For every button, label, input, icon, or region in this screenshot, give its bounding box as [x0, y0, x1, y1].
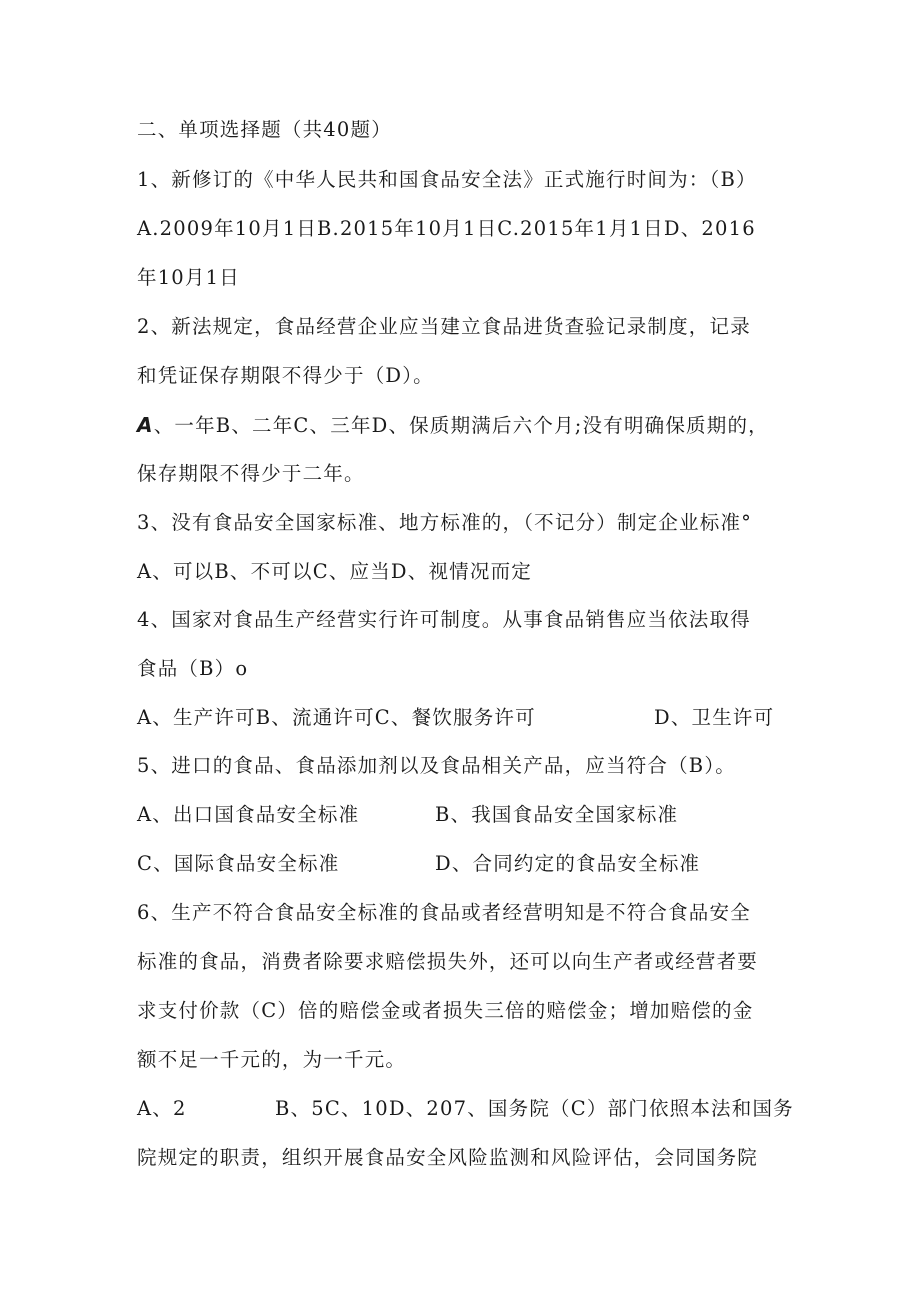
question-5-option-c: C、国际食品安全标准 — [137, 852, 340, 875]
question-6-options — [137, 1095, 797, 1123]
question-5-options-row2 — [137, 850, 797, 878]
question-6-stem-cont-1: 标准的食品，消费者除要求赔偿损失外，还可以向生产者或经营者要 — [137, 950, 759, 973]
question-5-options-row1 — [137, 801, 797, 829]
question-2-options-text: 、一年B、二年C、三年D、保质期满后六个月;没有明确保质期的， — [153, 414, 769, 437]
question-5-option-d: D、合同约定的食品安全标准 — [435, 852, 701, 875]
question-7-stem-cont: 院规定的职责，组织开展食品安全风险监测和风险评估，会同国务院 — [137, 1146, 759, 1169]
question-2-option-a-mark: A — [137, 413, 154, 437]
question-4-options — [137, 704, 797, 732]
question-2-options — [137, 411, 797, 439]
question-1-options: A.2009年10月1日B.2015年10月1日C.2015年1月1日D、2016 — [137, 217, 756, 240]
question-2-stem-cont: 和凭证保存期限不得少于（D）。 — [137, 364, 434, 387]
question-6-stem-cont-3: 额不足一千元的，为一千元。 — [137, 1048, 407, 1071]
section-title: 二、单项选择题（共40题） — [137, 118, 392, 141]
question-6-stem-cont-2: 求支付价款（C）倍的赔偿金或者损失三倍的赔偿金；增加赔偿的金 — [137, 999, 754, 1022]
question-2-options-cont: 保存期限不得少于二年。 — [137, 462, 365, 485]
question-5-option-b: B、我国食品安全国家标准 — [435, 803, 679, 826]
question-3-options: A、可以B、不可以C、应当D、视情况而定 — [137, 560, 532, 583]
question-4-options-left: A、生产许可B、流通许可C、餐饮服务许可 — [137, 706, 536, 729]
question-5-stem: 5、进口的食品、食品添加剂以及食品相关产品，应当符合（B）。 — [137, 754, 736, 777]
question-4-option-d: D、卫生许可 — [654, 706, 775, 729]
question-6-option-a: A、2 — [137, 1097, 187, 1120]
question-3-stem: 3、没有食品安全国家标准、地方标准的，（不记分）制定企业标准° — [137, 511, 753, 534]
question-6-options-rest: B、5C、10D、207、国务院（C）部门依照本法和国务 — [275, 1097, 794, 1120]
question-1-options-cont: 年10月1日 — [137, 266, 240, 289]
question-4-stem: 4、国家对食品生产经营实行许可制度。从事食品销售应当依法取得 — [137, 608, 751, 631]
question-6-stem: 6、生产不符合食品安全标准的食品或者经营明知是不符合食品安全 — [137, 901, 751, 924]
question-4-stem-cont: 食品（B）o — [137, 657, 249, 680]
question-5-option-a: A、出口国食品安全标准 — [137, 803, 360, 826]
question-1-stem: 1、新修订的《中华人民共和国食品安全法》正式施行时间为：（B） — [137, 168, 757, 191]
question-2-stem: 2、新法规定，食品经营企业应当建立食品进货查验记录制度，记录 — [137, 315, 751, 338]
